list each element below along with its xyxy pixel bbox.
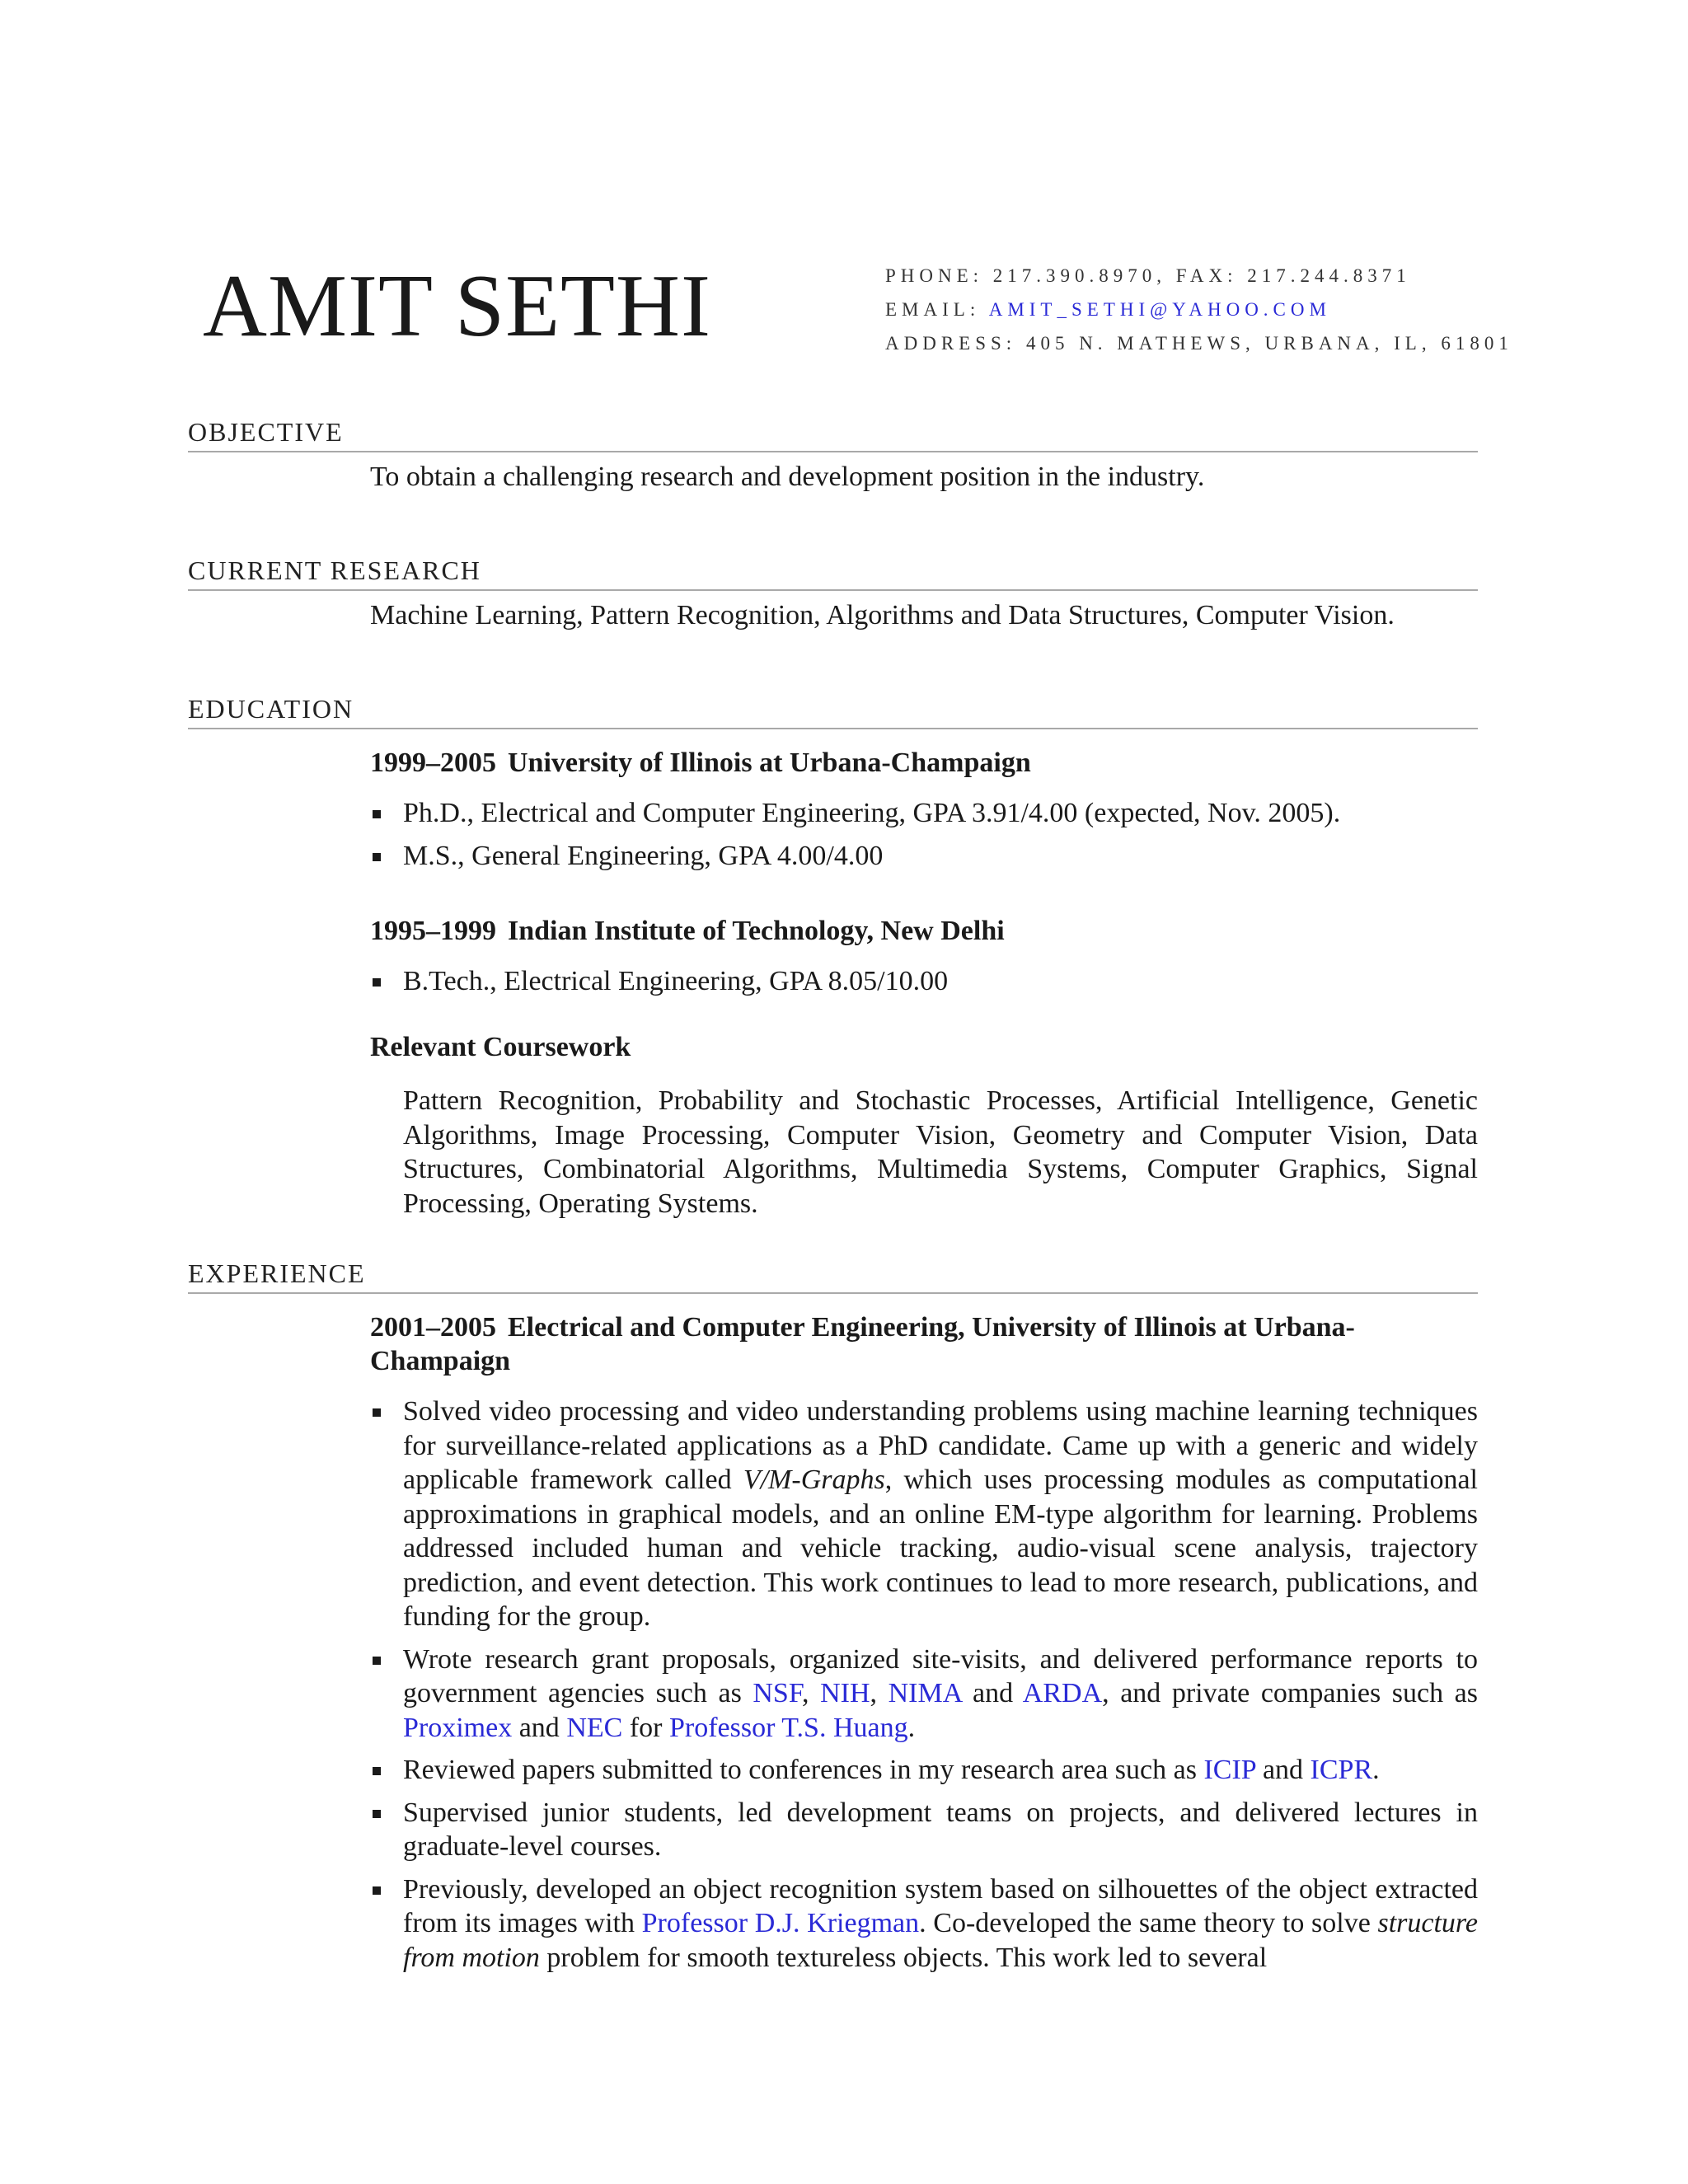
email-link[interactable]: AMIT_SETHI@YAHOO.COM — [988, 299, 1331, 320]
nih-link[interactable]: NIH — [820, 1678, 870, 1708]
objective-heading: OBJECTIVE — [188, 419, 1478, 452]
proximex-link[interactable]: Proximex — [403, 1712, 513, 1743]
experience-heading: EXPERIENCE — [188, 1260, 1478, 1294]
phone-fax-line: PHONE: 217.390.8970, FAX: 217.244.8371 — [885, 265, 1411, 286]
entry-years: 1995–1999 — [370, 916, 496, 946]
coursework-heading: Relevant Coursework — [370, 1032, 631, 1062]
huang-link[interactable]: Professor T.S. Huang — [668, 1712, 908, 1743]
entry-school: Indian Institute of Technology, New Delhi — [508, 916, 1005, 946]
list-item: Ph.D., Electrical and Computer Engineering, GPA 3.91/4.00 (expected, Nov. 2005). — [370, 796, 1478, 831]
entry-org: Electrical and Computer Engineering, University of Illinois at Urbana-Champaign — [370, 1312, 1355, 1376]
contact-block — [885, 259, 1513, 360]
list-item: Previously, developed an object recognition system based on silhouettes of the object extracted from its images with Professor D.J. Kriegman. Co-developed the same theory to solve structure from motion problem for smooth textureless objects. This work led to several — [370, 1872, 1478, 1975]
uiuc-degrees-list — [370, 796, 1478, 881]
list-item: Solved video processing and video understanding problems using machine learning techniques for surveillance-related applications as a PhD candidate. Came up with a generic and widely applicable framework called V/M-Graphs, which uses processing modules as computational approximations in graphical models, and an online EM-type algorithm for learning. Problems addressed included human and vehicle tracking, audio-visual scene analysis, trajectory prediction, and event detection. This work continues to lead to more research, publications, and funding for the group. — [370, 1394, 1478, 1634]
research-heading: CURRENT RESEARCH — [188, 557, 1478, 591]
bullet-square-icon — [373, 1810, 381, 1818]
bullet-square-icon — [373, 853, 381, 861]
icip-link[interactable]: ICIP — [1203, 1755, 1256, 1785]
list-item: Supervised junior students, led development teams on projects, and delivered lectures in graduate-level courses. — [370, 1796, 1478, 1864]
objective-text: To obtain a challenging research and development position in the industry. — [370, 462, 1205, 492]
education-entry-iit — [370, 914, 1458, 948]
iit-degrees-list — [370, 964, 1478, 1007]
list-item: Wrote research grant proposals, organized site-visits, and delivered performance reports to government agencies such as NSF, NIH, NIMA and ARDA, and private companies such as Proximex and NEC for Professor T.S. Huang. — [370, 1643, 1478, 1746]
entry-school: University of Illinois at Urbana-Champaign — [508, 748, 1031, 778]
bullet-square-icon — [373, 1767, 381, 1775]
coursework-text: Pattern Recognition, Probability and Stochastic Processes, Artificial Intelligence, Genetic Algorithms, Image Processing, Computer Vision, Geometry and Computer Vision, Data Structures, Combinatorial Algorithms, Multimedia Systems, Computer Graphics, Signal Processing, Operating Systems. — [403, 1085, 1478, 1219]
email-line — [885, 293, 1513, 326]
bullet-square-icon — [373, 978, 381, 987]
bullet-square-icon — [373, 1886, 381, 1895]
entry-years: 1999–2005 — [370, 748, 496, 778]
nec-link[interactable]: NEC — [566, 1712, 623, 1743]
list-item: M.S., General Engineering, GPA 4.00/4.00 — [370, 839, 1478, 874]
nsf-link[interactable]: NSF — [753, 1678, 803, 1708]
arda-link[interactable]: ARDA — [1022, 1678, 1103, 1708]
list-item: B.Tech., Electrical Engineering, GPA 8.05/10.00 — [370, 964, 1478, 999]
entry-years: 2001–2005 — [370, 1312, 496, 1343]
bullet-square-icon — [373, 1657, 381, 1665]
kriegman-link[interactable]: Professor D.J. Kriegman — [641, 1908, 920, 1938]
address-line: ADDRESS: 405 N. MATHEWS, URBANA, IL, 61801 — [885, 333, 1513, 354]
experience-entry-uiuc — [370, 1310, 1458, 1378]
experience-list — [370, 1394, 1478, 1983]
resume-name: AMIT SETHI — [203, 257, 711, 355]
email-label: EMAIL: — [885, 299, 989, 320]
bullet-square-icon — [373, 1408, 381, 1417]
list-item: Reviewed papers submitted to conferences in my research area such as ICIP and ICPR. — [370, 1753, 1478, 1788]
nima-link[interactable]: NIMA — [888, 1678, 962, 1708]
education-heading: EDUCATION — [188, 696, 1478, 729]
bullet-square-icon — [373, 810, 381, 818]
icpr-link[interactable]: ICPR — [1310, 1755, 1373, 1785]
sfm-term: structure from motion — [403, 1908, 1478, 1973]
vm-graphs-term: V/M-Graphs — [743, 1465, 885, 1495]
education-entry-uiuc — [370, 746, 1458, 780]
research-text: Machine Learning, Pattern Recognition, Algorithms and Data Structures, Computer Vision. — [370, 600, 1395, 630]
